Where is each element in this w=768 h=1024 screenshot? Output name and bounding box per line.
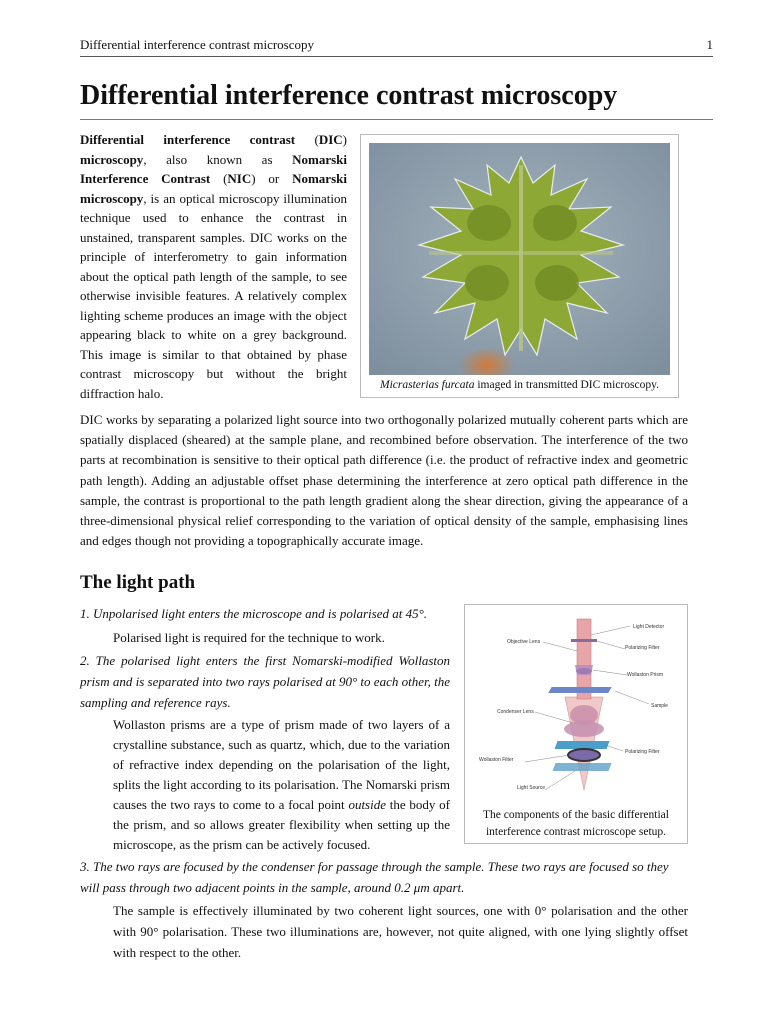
page-title: Differential interference contrast microscopy	[80, 80, 618, 111]
label-light-source: Light Source	[517, 785, 546, 791]
label-wollaston-filter: Wollaston Filter	[479, 757, 514, 763]
dic-setup-diagram[interactable]	[465, 605, 687, 805]
label-objective-lens: Objective Lens	[507, 639, 541, 645]
figure2-caption: The components of the basic differential interference contrast microscope setup.	[483, 809, 669, 838]
label-polarizing-filter-bottom: Polarizing Filter	[625, 749, 660, 755]
step-3: 3. The two rays are focused by the condenser for passage through the sample. These two rays are focused so they will pass through two adjacent points in the sample, around 0.2 μm apart.	[80, 859, 669, 895]
intro-paragraph: Differential interference contrast (DIC) microscopy, also known as Nomarski Interference Contrast (NIC) or Nomarski microscopy, is an optical microscopy illumination technique used to enhance the contrast in unstained, transparent samples. DIC works on the principle of interferometry to gain information about the optical path length of the sample, to see otherwise invisible features. A relatively complex lighting scheme produces an image with the object appearing black to white on a grey background. This image is similar to that obtained by phase contrast microscopy but without the bright diffraction halo.	[80, 132, 347, 401]
label-light-detector: Light Detector	[633, 624, 665, 630]
header-rule	[80, 56, 713, 57]
page-number: 1	[706, 37, 713, 52]
title-rule	[80, 119, 713, 120]
dic-overview-paragraph: DIC works by separating a polarized light source into two orthogonally polarized mutually coherent parts which are spatially displaced (sheared) at the sample plane, and recombined before observation. The interference of the two parts at recombination is sensitive to their optical path difference (i.e. the product of refractive index and geometric path length). Adding an adjustable offset phase determining the interference at zero optical path difference in the sample, the contrast is proportional to the path length gradient along the shear direction, giving the appearance of a three-dimensional physical relief corresponding to the variation of optical density of the sample, emphasising lines and edges though not providing a topographically accurate image.	[80, 412, 688, 549]
micrasterias-image[interactable]	[369, 143, 670, 375]
label-wollaston-prism: Wollaston Prism	[627, 672, 664, 678]
section-heading-light-path: The light path	[80, 572, 196, 593]
figure-micrasterias	[360, 134, 679, 398]
step-2-text: Wollaston prisms are a type of prism made of two layers of a crystalline substance, such as quartz, which, due to the variation of refractive index depending on the polarisation of the light, splits the light according to its polarisation. The Nomarski prism causes the two rays to come to a focal point outside the body of the prism, and so allows greater flexibility when setting up the microscope, as the prism can be actively focused.	[113, 717, 450, 852]
label-condenser-lens: Condenser Lens	[497, 709, 534, 715]
label-polarizing-filter-top: Polarizing Filter	[625, 645, 660, 651]
step-2: 2. The polarised light enters the first Nomarski-modified Wollaston prism and is separated into two rays polarised at 90° to each other, the sampling and reference rays.	[80, 653, 450, 710]
step-3-text: The sample is effectively illuminated by two coherent light sources, one with 0° polarisation and the other with 90° polarisation. These two illuminations are, however, not quite aligned, with one lying slightly offset with respect to the other.	[113, 903, 688, 960]
intro-term: Differential interference contrast	[80, 132, 296, 147]
running-header: Differential interference contrast microscopy	[80, 37, 315, 52]
figure1-caption: Micrasterias furcata imaged in transmitted DIC microscopy.	[380, 379, 659, 391]
step-1: 1. Unpolarised light enters the microscope and is polarised at 45°.	[80, 606, 428, 621]
step-1-text: Polarised light is required for the technique to work.	[113, 630, 385, 645]
figure-dic-setup	[464, 604, 688, 844]
label-sample: Sample	[651, 703, 668, 709]
